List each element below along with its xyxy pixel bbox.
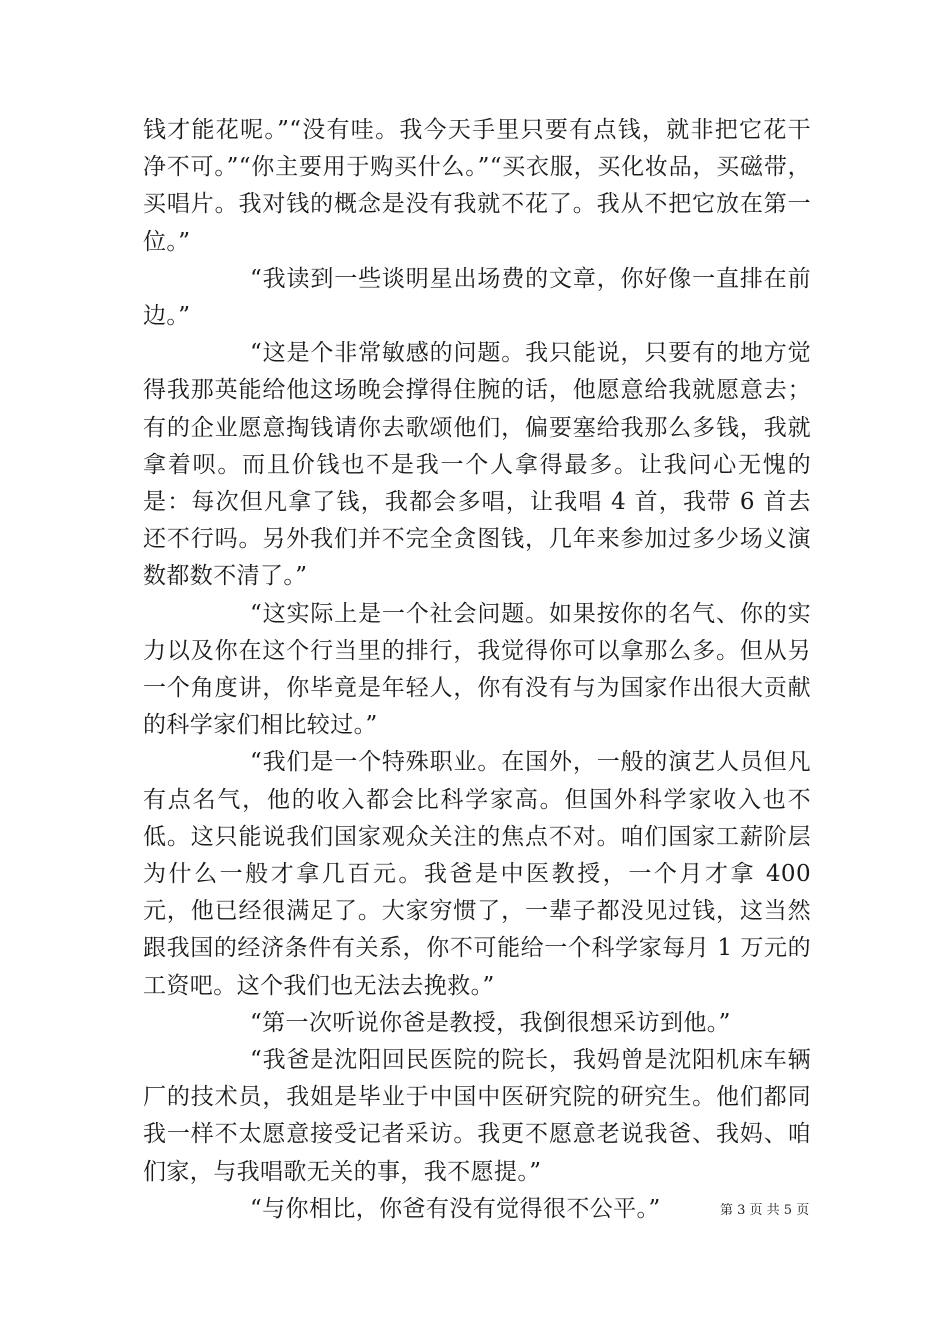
paragraph-1: 钱才能花呢。”“没有哇。我今天手里只要有点钱，就非把它花干净不可。”“你主要用于购买什么。”“买衣服，买化妆品，买磁带，买唱片。我对钱的概念是没有我就不花了。我从不把它放在第一位。” [143, 117, 811, 255]
paragraph-5: “我们是一个特殊职业。在国外，一般的演艺人员但凡有点名气，他的收入都会比科学家高。但国外科学家收入也不低。这只能说我们国家观众关注的焦点不对。咱们国家工薪阶层为什么一般才拿几百元。我爸是中医教授，一个月才拿 400 元，他已经很满足了。大家穷惯了，一辈子都没见过钱，这当然跟我国的经济条件有关系，你不可能给一个科学家每月 1 万元的工资吧。这个我们也无法去挽救。” [143, 749, 819, 999]
paragraph-8: “与你相比，你爸有没有觉得很不公平。” [250, 1195, 661, 1222]
paragraph-6: “第一次听说你爸是教授，我倒很想采访到他。” [250, 1009, 731, 1036]
paragraph-4: “这实际上是一个社会问题。如果按你的名气、你的实力以及你在这个行当里的排行，我觉得你可以拿那么多。但从另一个角度讲，你毕竟是年轻人，你有没有与为国家作出很大贡献的科学家们相比较过。” [143, 600, 811, 739]
paragraph-3: “这是个非常敏感的问题。我只能说，只要有的地方觉得我那英能给他这场晚会撑得住腕的话，他愿意给我就愿意去；有的企业愿意掏钱请你去歌颂他们，偏要塞给我那么多钱，我就拿着呗。而且价钱也不是我一个人拿得最多。让我问心无愧的是：每次但凡拿了钱，我都会多唱，让我唱 4 首，我带 6 首去还不行吗。另外我们并不完全贪图钱，几年来参加过多少场义演数都数不清了。” [143, 340, 811, 590]
paragraph-2: “我读到一些谈明星出场费的文章，你好像一直排在前边。” [143, 265, 811, 330]
paragraph-7: “我爸是沈阳回民医院的院长，我妈曾是沈阳机床车辆厂的技术员，我姐是毕业于中国中医研究院的研究生。他们都同我一样不太愿意接受记者采访。我更不愿意老说我爸、我妈、咱们家，与我唱歌无关的事，我不愿提。” [143, 1047, 811, 1185]
page-number-footer: 第 3 页 共 5 页 [720, 1203, 810, 1218]
document-body [143, 112, 819, 1228]
